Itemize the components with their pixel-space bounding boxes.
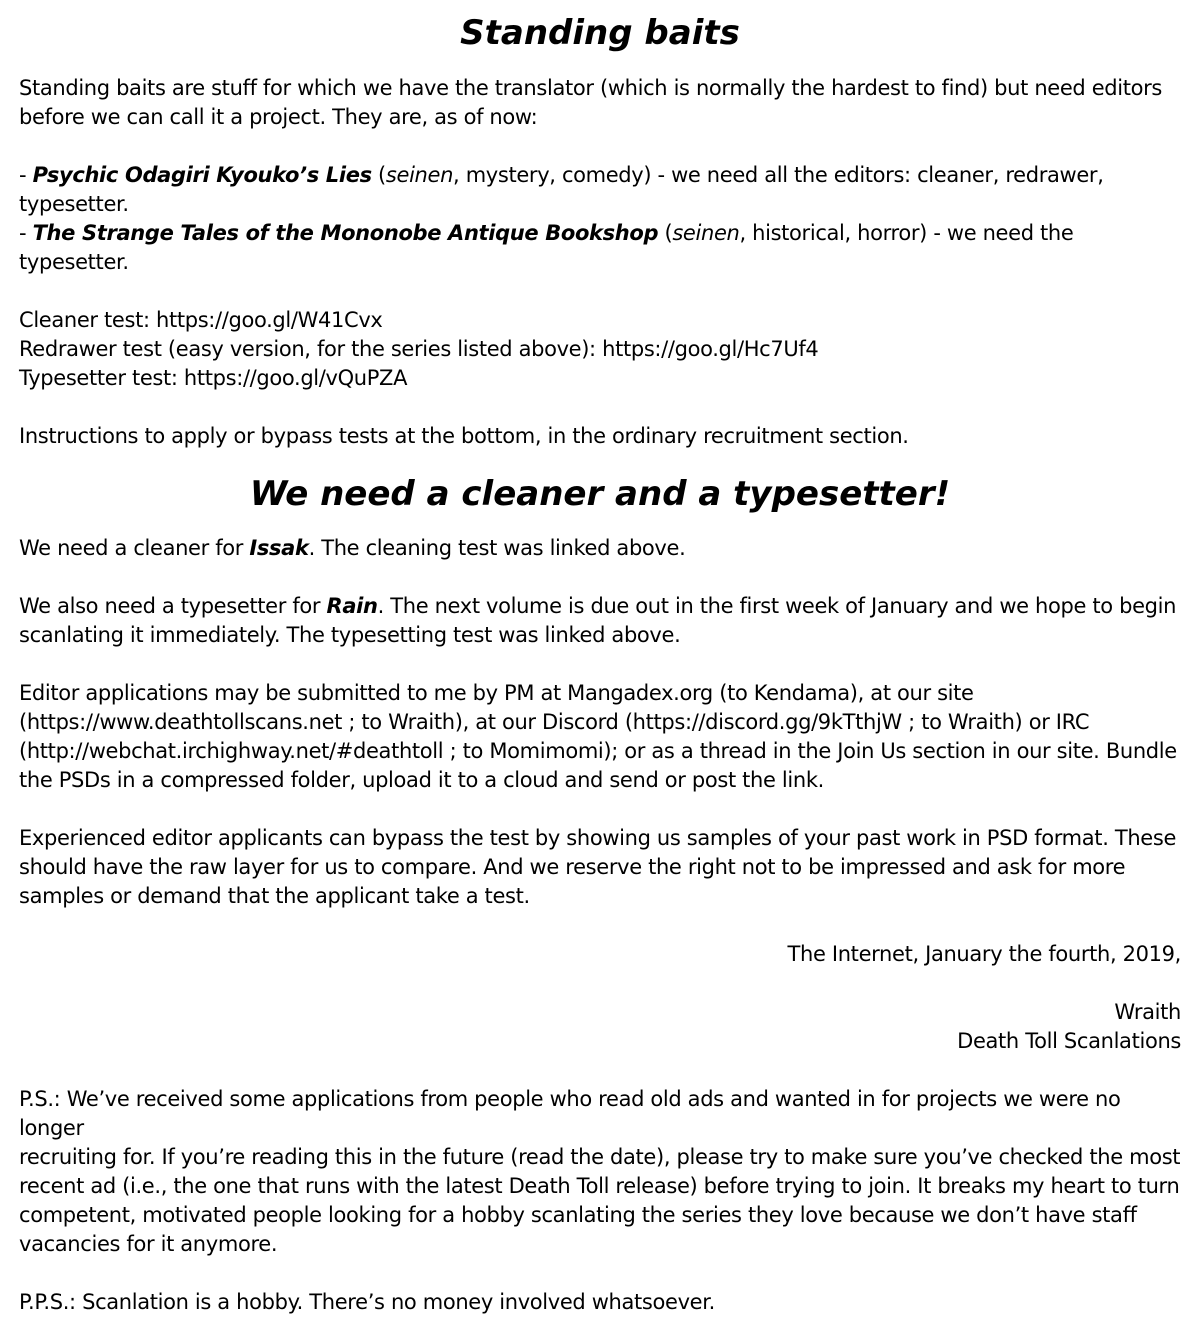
standing-baits-heading: Standing baits <box>460 13 740 53</box>
signoff-name: Wraith <box>1114 1000 1181 1024</box>
bait-genre-rest: , mystery, comedy) - we need all the editors: cleaner, redrawer, typesetter. <box>19 163 1104 216</box>
bait-genre-open: ( <box>371 163 386 187</box>
cleaner-need-pre: We need a cleaner for <box>19 536 250 560</box>
bait-genre-open: ( <box>658 221 673 245</box>
apply-line-4: the PSDs in a compressed folder, upload it to a cloud and send or post the link. <box>19 768 824 792</box>
bait-item-prefix: - <box>19 221 33 245</box>
intro-line-1: Standing baits are stuff for which we have the translator (which is normally the hardest to find) but need editors <box>19 76 1163 100</box>
bait-title-mononobe: The Strange Tales of the Mononobe Antique Bookshop <box>32 221 659 245</box>
bait-item-2 <box>19 219 1181 277</box>
signoff-date: The Internet, January the fourth, 2019, <box>787 942 1181 966</box>
bait-genre-rest: , historical, horror) - we need the typesetter. <box>19 221 1074 274</box>
bait-genre-demographic: seinen <box>672 221 740 245</box>
apply-line-3: (http://webchat.irchighway.net/#deathtoll ; to Momimomi); or as a thread in the Join Us section in our site. Bundle <box>19 739 1177 763</box>
bait-title-odagiri: Psychic Odagiri Kyouko’s Lies <box>32 163 372 187</box>
bypass-line-2: should have the raw layer for us to compare. And we reserve the right not to be impressed and ask for more <box>19 855 1126 879</box>
redrawer-test-link: Redrawer test (easy version, for the series listed above): https://goo.gl/Hc7Uf4 <box>19 337 819 361</box>
cleaner-test-link: Cleaner test: https://goo.gl/W41Cvx <box>19 308 383 332</box>
pps-text: P.P.S.: Scanlation is a hobby. There’s no money involved whatsoever. <box>19 1290 715 1314</box>
ps-line-4: competent, motivated people looking for a hobby scanlating the series they love because we don’t have staff <box>19 1203 1137 1227</box>
typesetter-need-post: . The next volume is due out in the first week of January and we hope to begin <box>377 594 1177 618</box>
bait-item-1 <box>19 161 1181 219</box>
title-rain: Rain <box>326 594 378 618</box>
typesetter-need-text <box>19 592 1181 621</box>
apply-line-2: (https://www.deathtollscans.net ; to Wraith), at our Discord (https://discord.gg/9kTthjW ; to Wraith) or IRC <box>19 710 1090 734</box>
instructions-text: Instructions to apply or bypass tests at the bottom, in the ordinary recruitment section. <box>19 424 909 448</box>
cleaner-need-post: . The cleaning test was linked above. <box>308 536 686 560</box>
signoff-group: Death Toll Scanlations <box>957 1029 1181 1053</box>
bypass-line-1: Experienced editor applicants can bypass the test by showing us samples of your past work in PSD format. These <box>19 826 1177 850</box>
cleaner-need-text <box>19 534 1181 563</box>
title-issak: Issak <box>249 536 309 560</box>
bypass-line-3: samples or demand that the applicant take a test. <box>19 884 530 908</box>
ps-line-1: P.S.: We’ve received some applications from people who read old ads and wanted in for projects we were no longer <box>19 1087 1121 1140</box>
bait-genre-demographic: seinen <box>385 163 454 187</box>
typesetter-test-link: Typesetter test: https://goo.gl/vQuPZA <box>19 366 408 390</box>
need-cleaner-typesetter-heading: We need a cleaner and a typesetter! <box>249 474 951 514</box>
typesetter-need-pre: We also need a typesetter for <box>19 594 327 618</box>
ps-line-3: recent ad (i.e., the one that runs with the latest Death Toll release) before trying to join. It breaks my heart to turn <box>19 1174 1180 1198</box>
ps-line-2: recruiting for. If you’re reading this in the future (read the date), please try to make sure you’ve checked the most <box>19 1145 1181 1169</box>
intro-line-2: before we can call it a project. They are, as of now: <box>19 105 538 129</box>
bait-item-prefix: - <box>19 163 33 187</box>
ps-line-5: vacancies for it anymore. <box>19 1232 278 1256</box>
typesetter-need-line-2: scanlating it immediately. The typesetting test was linked above. <box>19 623 681 647</box>
apply-line-1: Editor applications may be submitted to me by PM at Mangadex.org (to Kendama), at our site <box>19 681 974 705</box>
